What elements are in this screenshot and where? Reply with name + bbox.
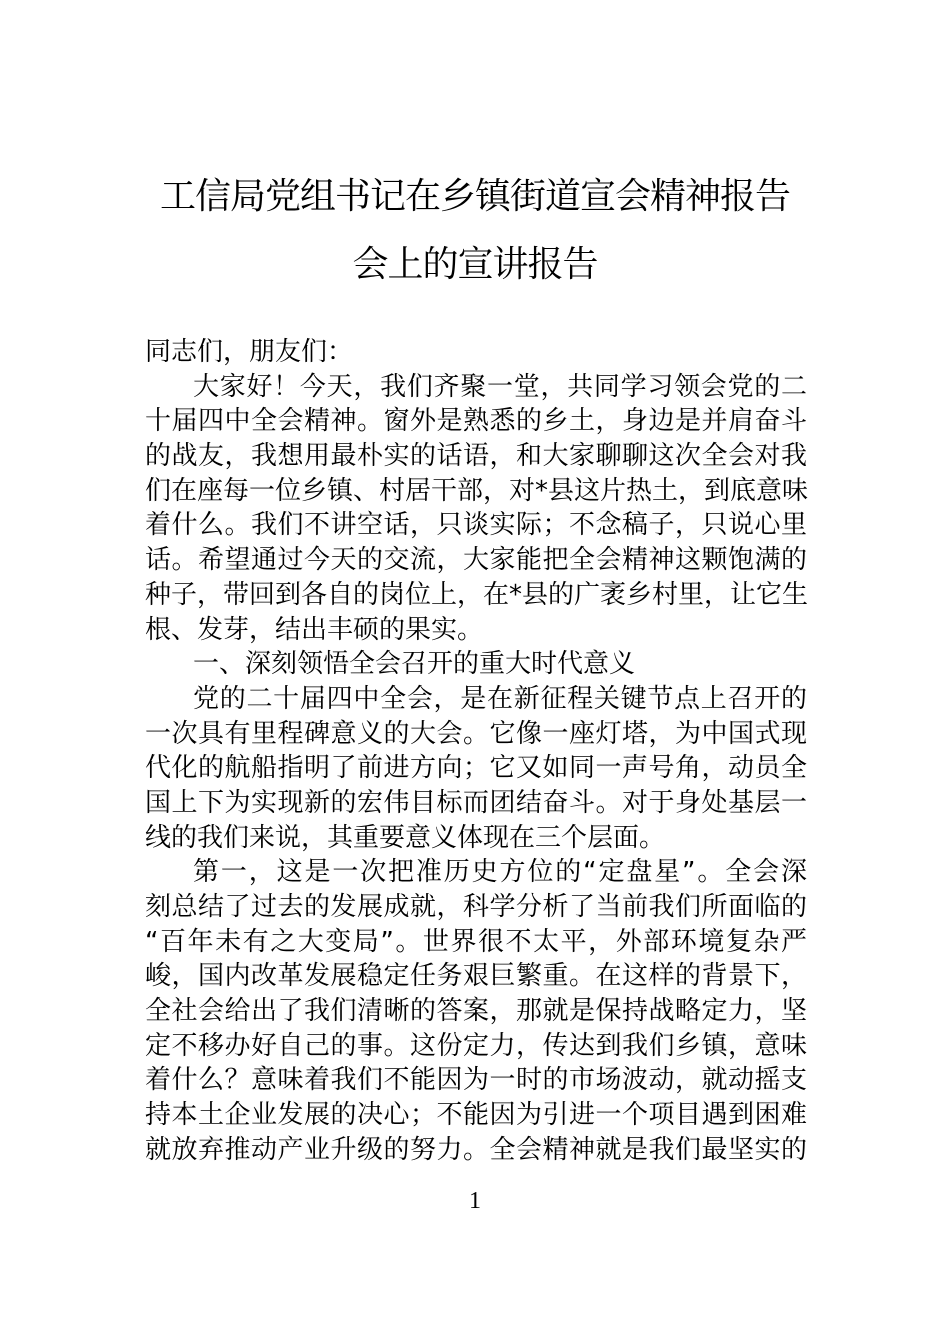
text-line: 第一，这是一次把准历史方位的“定盘星”。全会深 — [193, 857, 807, 888]
text-line: 们在座每一位乡镇、村居干部，对*县这片热土，到底意味 — [145, 475, 809, 506]
text-line: 线的我们来说，其重要意义体现在三个层面。 — [145, 822, 666, 853]
document-title-line-2: 会上的宣讲报告 — [352, 244, 598, 285]
text-line: 一次具有里程碑意义的大会。它像一座灯塔，为中国式现 — [145, 718, 807, 749]
document-body — [145, 335, 807, 1168]
paragraph — [145, 682, 807, 855]
text-line: 大家好！今天，我们齐聚一堂，共同学习领会党的二 — [193, 371, 807, 402]
text-line: 刻总结了过去的发展成就，科学分析了当前我们所面临的 — [145, 892, 807, 922]
text-line: 国上下为实现新的宏伟目标而团结奋斗。对于身处基层一 — [145, 787, 807, 818]
text-line: 根、发芽，结出丰硕的果实。 — [145, 614, 484, 645]
text-line: 的战友，我想用最朴实的话语，和大家聊聊这次全会对我 — [145, 441, 807, 472]
paragraph — [145, 335, 807, 370]
text-line: 十届四中全会精神。窗外是熟悉的乡土，身边是并肩奋斗 — [145, 406, 807, 437]
document-title-line-1: 工信局党组书记在乡镇街道宣会精神报告 — [159, 176, 790, 217]
text-line: 持本土企业发展的决心；不能因为引进一个项目遇到困难 — [145, 1100, 807, 1131]
text-line: 峻，国内改革发展稳定任务艰巨繁重。在这样的背景下， — [145, 961, 807, 992]
paragraph — [145, 370, 807, 648]
text-line: 党的二十届四中全会，是在新征程关键节点上召开的 — [193, 683, 807, 714]
text-line: 就放弃推动产业升级的努力。全会精神就是我们最坚实的 — [145, 1134, 807, 1165]
text-line: 定不移办好自己的事。这份定力，传达到我们乡镇，意味 — [145, 1030, 807, 1061]
text-line: 着什么？意味着我们不能因为一时的市场波动，就动摇支 — [145, 1065, 807, 1096]
text-line: 同志们，朋友们： — [145, 337, 354, 367]
text-line: 话。希望通过今天的交流，大家能把全会精神这颗饱满的 — [145, 545, 807, 576]
paragraph — [145, 647, 807, 682]
text-line: 全社会给出了我们清晰的答案，那就是保持战略定力，坚 — [145, 996, 807, 1027]
text-line: 种子，带回到各自的岗位上，在*县的广袤乡村里，让它生 — [145, 579, 809, 610]
text-line: “百年未有之大变局”。世界很不太平，外部环境复杂严 — [145, 926, 807, 957]
page-number: 1 — [469, 1188, 481, 1214]
text-line: 着什么。我们不讲空话，只谈实际；不念稿子，只说心里 — [145, 510, 807, 541]
text-line: 代化的航船指明了前进方向；它又如同一声号角，动员全 — [145, 753, 807, 784]
paragraph — [145, 855, 807, 1167]
text-line: 一、深刻领悟全会召开的重大时代意义 — [193, 649, 636, 680]
